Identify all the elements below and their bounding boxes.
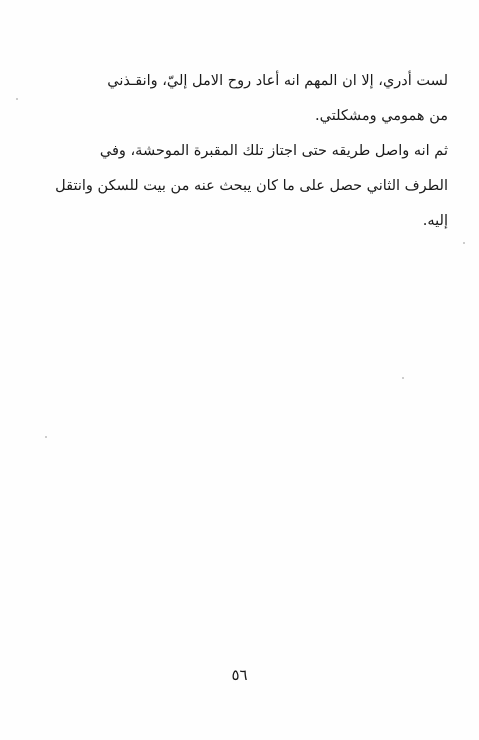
- scan-speck: [16, 98, 18, 100]
- text-line: إليه.: [422, 213, 448, 229]
- paragraph-1: [28, 64, 448, 134]
- body-text: [28, 64, 448, 239]
- page-number: ٥٦: [231, 666, 248, 684]
- paragraph-2: [28, 134, 448, 239]
- scan-speck: [463, 242, 465, 244]
- text-line: الطرف الثاني حصل على ما كان يبحث عنه من بيت للسكن وانتقل: [55, 178, 448, 194]
- scan-speck: [402, 377, 404, 379]
- text-line: لست أدري، إلا ان المهم انه أعاد روح الامل إليّ، وانقـذني: [107, 73, 448, 89]
- text-line: من همومي ومشكلتي.: [315, 108, 448, 124]
- scan-speck: [45, 436, 47, 438]
- text-line: ثم انه واصل طريقه حتى اجتاز تلك المقبرة الموحشة، وفي: [99, 143, 448, 159]
